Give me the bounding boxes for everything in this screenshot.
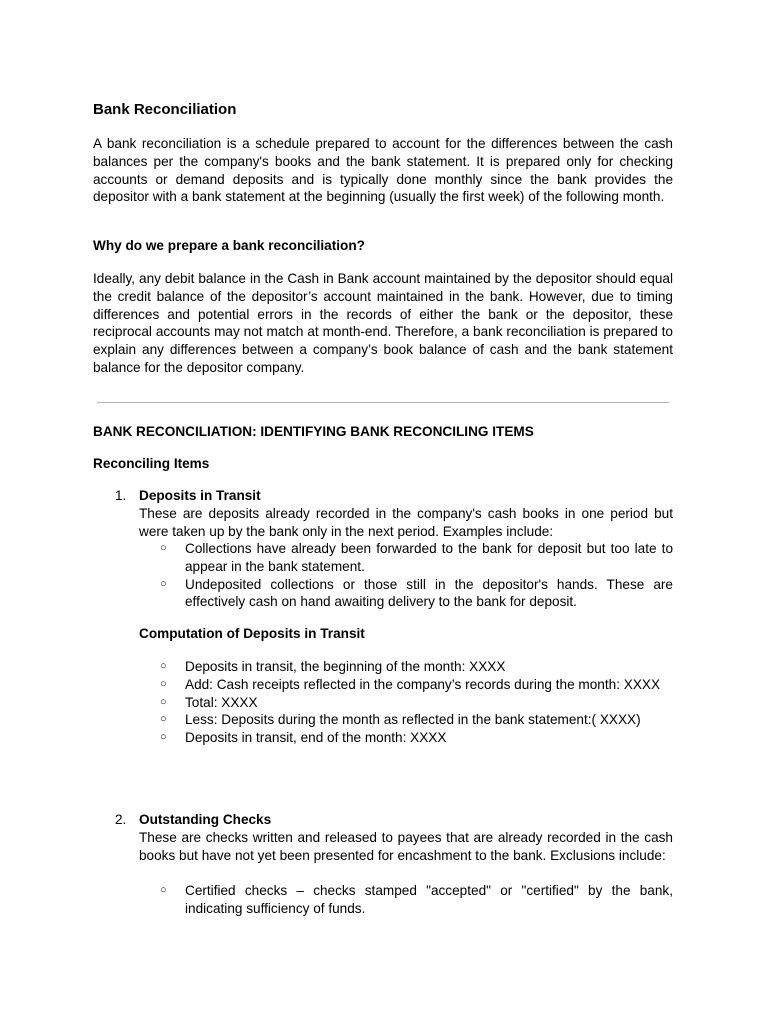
item-title-outstanding-checks: Outstanding Checks [139,812,272,827]
item-number: 2. [115,812,127,827]
item-description: These are deposits already recorded in the company's cash books in one period but were taken up by the bank only in the next period. Examples include: [139,506,673,539]
hollow-bullet-icon: ○ [160,731,167,744]
list-item: ○ Less: Deposits during the month as reflected in the bank statement:( XXXX) [160,712,641,728]
why-heading: Why do we prepare a bank reconciliation? [93,238,365,253]
examples-list [159,540,673,611]
horizontal-divider [97,402,669,403]
hollow-bullet-icon: ○ [160,695,167,708]
list-item: ○ Total: XXXX [160,694,258,710]
item-title-deposits-in-transit: Deposits in Transit [139,488,261,503]
list-item: ○ Add: Cash receipts reflected in the company’s records during the month: XXXX [160,676,661,692]
hollow-bullet-icon: ○ [160,542,167,554]
document-title: Bank Reconciliation [93,101,237,118]
why-paragraph: Ideally, any debit balance in the Cash in Bank account maintained by the depositor should equal the credit balance of the depositor’s account maintained in the bank. However, due to timing differences and potential errors in the records of either the bank or the depositor, these reciprocal accounts may not match at month-end. Therefore, a bank reconciliation is prepared to explain any differences between a company’s book balance of cash and the bank statement balance for the depositor company. [93,271,673,375]
item-description: These are checks written and released to payees that are already recorded in the cash books but have not yet been presented for encashment to the bank. Exclusions include: [139,830,673,863]
list-item: ○ Deposits in transit, end of the month: XXXX [160,730,447,746]
hollow-bullet-icon: ○ [160,660,167,672]
list-item: ○ Certified checks – checks stamped "accepted" or "certified" by the bank, indicating sufficiency of funds. [160,883,673,916]
intro-paragraph: A bank reconciliation is a schedule prepared to account for the differences between the cash balances per the company's books and the bank statement. It is prepared only for checking accounts or demand deposits and is typically done monthly since the bank provides the depositor with a bank statement at the beginning (usually the first week) of the following month. [93,136,673,205]
list-item: ○ Undeposited collections or those still in the depositor's hands. These are effectively cash on hand awaiting delivery to the bank for deposit. [160,576,673,610]
list-item: ○ Deposits in transit, the beginning of the month: XXXX [160,659,506,674]
section-heading: BANK RECONCILIATION: IDENTIFYING BANK RECONCILING ITEMS [93,424,534,439]
item-number: 1. [115,488,127,503]
hollow-bullet-icon: ○ [160,713,167,726]
hollow-bullet-icon: ○ [160,884,167,896]
computation-list [159,658,673,747]
hollow-bullet-icon: ○ [160,677,167,690]
reconciling-items-heading: Reconciling Items [93,456,210,471]
list-item: ○ Collections have already been forwarded to the bank for deposit but too late to appear in the bank statement. [160,541,673,574]
exclusions-list [159,882,673,918]
computation-heading: Computation of Deposits in Transit [139,626,365,641]
hollow-bullet-icon: ○ [160,577,167,590]
